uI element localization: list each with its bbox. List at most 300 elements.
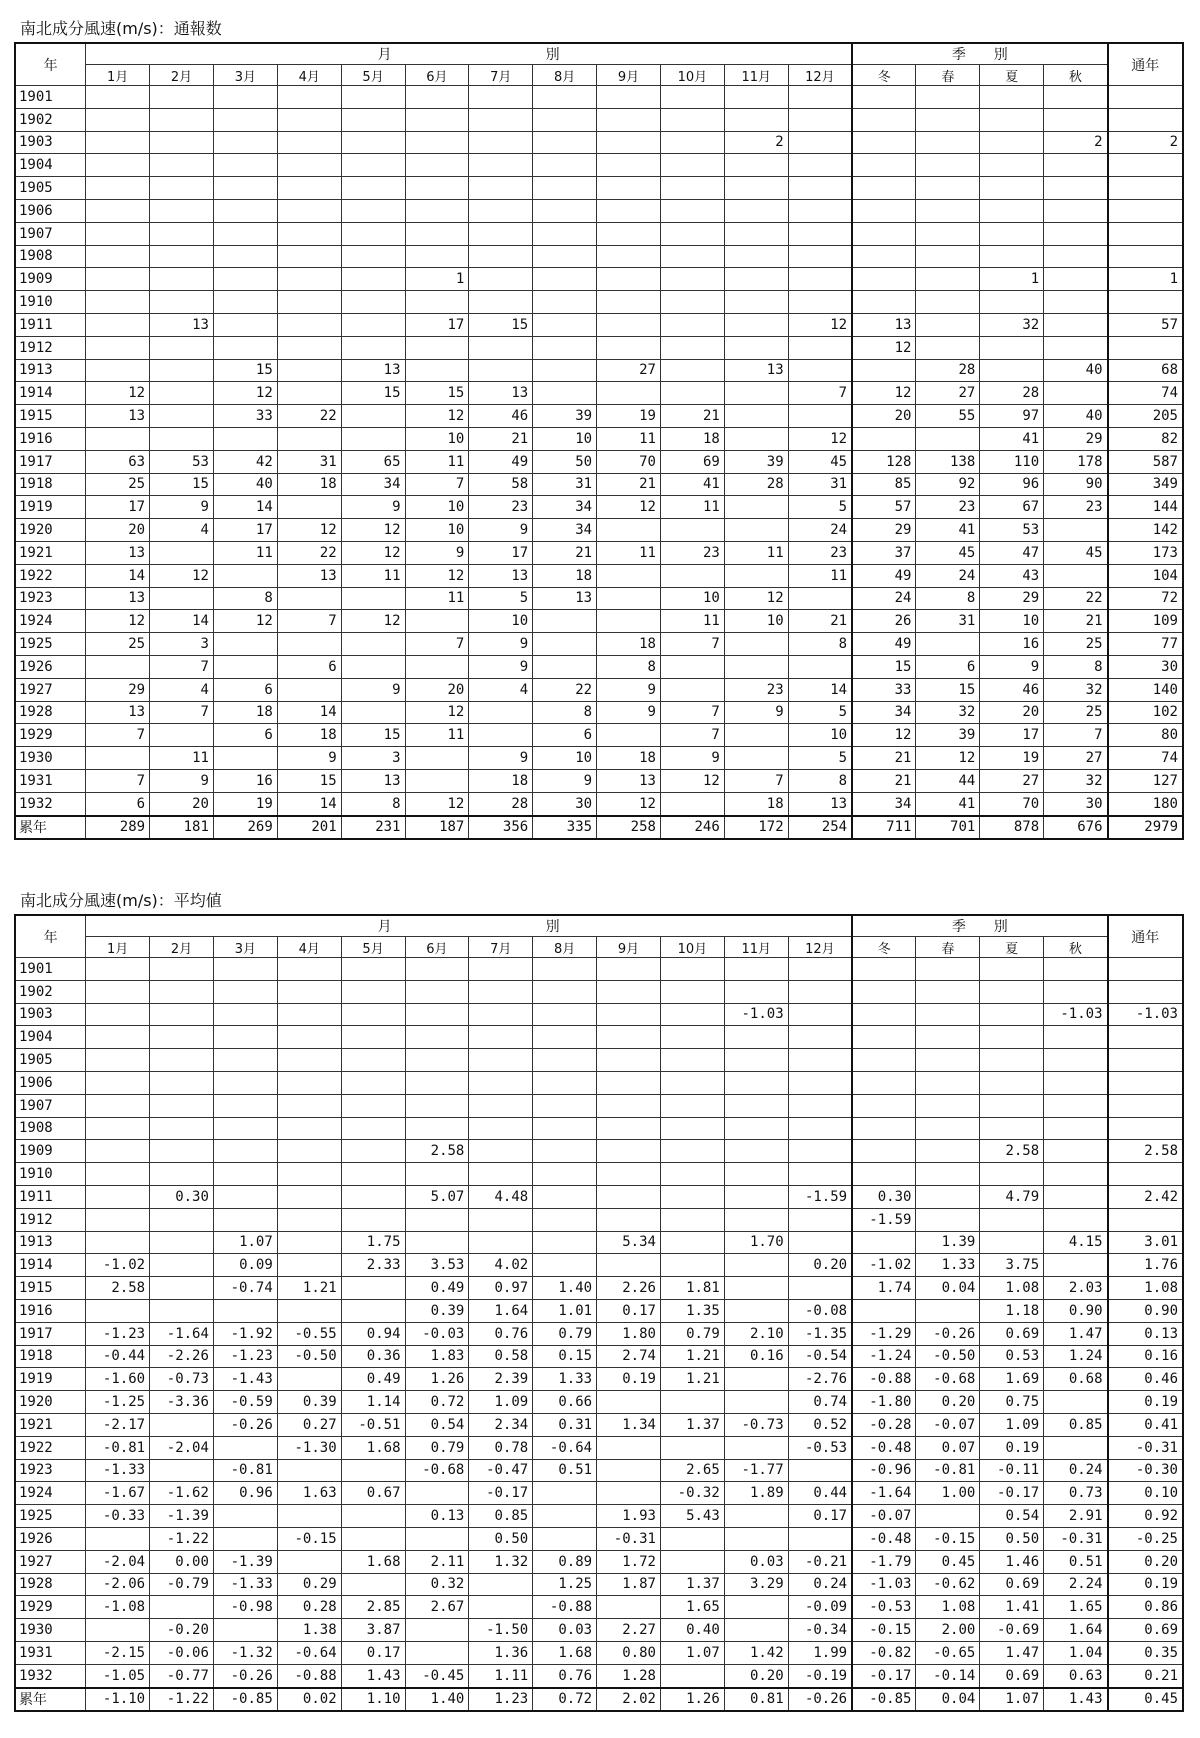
month-cell xyxy=(405,108,469,131)
month-cell xyxy=(724,564,788,587)
season-cell: 90 xyxy=(1044,473,1108,496)
month-cell xyxy=(533,154,597,177)
season-cell: 41 xyxy=(916,519,980,542)
month-cell: 10 xyxy=(469,610,533,633)
annual-cell xyxy=(1108,154,1183,177)
table-row xyxy=(15,405,1183,428)
month-cell xyxy=(405,610,469,633)
season-cell: 29 xyxy=(852,519,916,542)
month-cell: 9 xyxy=(341,678,405,701)
month-cell xyxy=(469,1094,533,1117)
month-cell xyxy=(597,958,661,981)
month-cell xyxy=(533,1049,597,1072)
annual-cell: 205 xyxy=(1108,405,1183,428)
month-cell: 5 xyxy=(788,496,852,519)
month-cell: 10 xyxy=(405,427,469,450)
month-cell xyxy=(469,245,533,268)
month-cell: 1.68 xyxy=(341,1436,405,1459)
month-header: 9月 xyxy=(597,65,661,86)
season-cell: 23 xyxy=(916,496,980,519)
month-cell: -0.64 xyxy=(277,1641,341,1664)
month-cell xyxy=(86,245,150,268)
month-cell xyxy=(213,958,277,981)
month-cell xyxy=(660,1163,724,1186)
row-year: 1930 xyxy=(15,747,86,770)
month-header: 10月 xyxy=(660,65,724,86)
month-cell xyxy=(533,245,597,268)
season-cell xyxy=(1044,1117,1108,1140)
month-cell xyxy=(150,1208,214,1231)
month-header: 7月 xyxy=(469,65,533,86)
season-cell xyxy=(852,154,916,177)
row-year: 1901 xyxy=(15,958,86,981)
season-cell: 29 xyxy=(980,587,1044,610)
season-cell xyxy=(1044,1391,1108,1414)
row-year: 1924 xyxy=(15,1482,86,1505)
month-cell: 9 xyxy=(660,747,724,770)
season-cell: -0.85 xyxy=(852,1688,916,1712)
row-year: 1922 xyxy=(15,564,86,587)
month-cell: -1.67 xyxy=(86,1482,150,1505)
month-cell: 0.40 xyxy=(660,1619,724,1642)
month-cell: 3 xyxy=(150,633,214,656)
month-cell: 7 xyxy=(405,473,469,496)
season-cell: -0.48 xyxy=(852,1436,916,1459)
season-cell xyxy=(980,154,1044,177)
month-cell xyxy=(341,245,405,268)
month-cell xyxy=(724,1277,788,1300)
month-cell: 1.35 xyxy=(660,1299,724,1322)
season-cell: -0.82 xyxy=(852,1641,916,1664)
month-cell: 12 xyxy=(341,610,405,633)
month-cell: 1 xyxy=(405,268,469,291)
month-cell: -1.05 xyxy=(86,1664,150,1687)
row-year: 累年 xyxy=(15,816,86,840)
month-cell xyxy=(86,1527,150,1550)
month-cell xyxy=(86,222,150,245)
month-cell xyxy=(597,1140,661,1163)
month-cell xyxy=(788,108,852,131)
month-cell: 13 xyxy=(86,701,150,724)
month-cell xyxy=(597,222,661,245)
month-cell: 1.26 xyxy=(405,1368,469,1391)
month-cell xyxy=(788,245,852,268)
row-year: 1903 xyxy=(15,131,86,154)
month-cell: 1.65 xyxy=(660,1596,724,1619)
row-year: 1902 xyxy=(15,980,86,1003)
month-cell xyxy=(533,958,597,981)
season-cell xyxy=(1044,108,1108,131)
month-cell xyxy=(86,1185,150,1208)
season-cell: 1.47 xyxy=(980,1641,1044,1664)
season-cell xyxy=(980,1094,1044,1117)
table-row xyxy=(15,541,1183,564)
month-cell: 1.68 xyxy=(341,1550,405,1573)
month-cell: 0.27 xyxy=(277,1413,341,1436)
month-cell: 0.49 xyxy=(341,1368,405,1391)
table-row xyxy=(15,655,1183,678)
season-header: 春 xyxy=(916,65,980,86)
month-cell: 2.27 xyxy=(597,1619,661,1642)
row-year: 1916 xyxy=(15,1299,86,1322)
month-cell xyxy=(469,1026,533,1049)
month-cell: 6 xyxy=(533,724,597,747)
season-cell: 33 xyxy=(852,678,916,701)
month-cell xyxy=(533,1003,597,1026)
month-cell: -0.53 xyxy=(788,1436,852,1459)
month-cell: 18 xyxy=(660,427,724,450)
month-cell xyxy=(213,1026,277,1049)
month-cell xyxy=(150,199,214,222)
month-cell: 5 xyxy=(469,587,533,610)
month-cell xyxy=(341,633,405,656)
month-header: 2月 xyxy=(150,65,214,86)
month-cell: 13 xyxy=(469,564,533,587)
month-cell xyxy=(150,1254,214,1277)
month-cell: 27 xyxy=(597,359,661,382)
season-cell: -0.17 xyxy=(852,1664,916,1687)
month-cell: 1.63 xyxy=(277,1482,341,1505)
season-cell xyxy=(916,108,980,131)
month-cell: -2.04 xyxy=(86,1550,150,1573)
row-year: 1926 xyxy=(15,655,86,678)
season-cell: 0.20 xyxy=(916,1391,980,1414)
month-cell xyxy=(724,1299,788,1322)
month-cell xyxy=(788,131,852,154)
season-cell xyxy=(852,1163,916,1186)
month-cell xyxy=(341,1277,405,1300)
month-cell: -0.73 xyxy=(724,1413,788,1436)
annual-cell: 0.69 xyxy=(1108,1619,1183,1642)
month-cell: 39 xyxy=(533,405,597,428)
month-cell xyxy=(788,291,852,314)
month-cell: 0.19 xyxy=(597,1368,661,1391)
month-cell: 23 xyxy=(469,496,533,519)
month-cell: 6 xyxy=(213,678,277,701)
season-cell: 43 xyxy=(980,564,1044,587)
month-cell xyxy=(788,1527,852,1550)
month-cell xyxy=(405,1071,469,1094)
month-cell xyxy=(597,1071,661,1094)
month-cell: 8 xyxy=(341,792,405,815)
month-header: 10月 xyxy=(660,937,724,958)
month-cell: 12 xyxy=(724,587,788,610)
month-cell xyxy=(469,724,533,747)
table-row xyxy=(15,1391,1183,1414)
table-row xyxy=(15,1277,1183,1300)
season-cell xyxy=(916,154,980,177)
month-header: 8月 xyxy=(533,65,597,86)
month-cell xyxy=(150,587,214,610)
month-cell xyxy=(724,1049,788,1072)
season-cell: 9 xyxy=(980,655,1044,678)
month-cell: 0.51 xyxy=(533,1459,597,1482)
month-cell xyxy=(724,108,788,131)
month-cell: 65 xyxy=(341,450,405,473)
month-cell: 7 xyxy=(150,655,214,678)
month-cell xyxy=(533,1071,597,1094)
month-cell xyxy=(660,382,724,405)
month-cell xyxy=(213,1505,277,1528)
month-cell: 0.17 xyxy=(597,1299,661,1322)
month-cell xyxy=(597,245,661,268)
row-year: 1913 xyxy=(15,1231,86,1254)
month-cell: 15 xyxy=(150,473,214,496)
month-cell: 0.49 xyxy=(405,1277,469,1300)
month-cell xyxy=(150,1596,214,1619)
month-cell: -1.23 xyxy=(213,1345,277,1368)
month-cell xyxy=(597,1117,661,1140)
annual-cell: 0.86 xyxy=(1108,1596,1183,1619)
month-cell xyxy=(660,678,724,701)
month-cell xyxy=(277,1094,341,1117)
table-row xyxy=(15,1254,1183,1277)
month-cell: -0.45 xyxy=(405,1664,469,1687)
month-cell xyxy=(469,701,533,724)
annual-cell: 180 xyxy=(1108,792,1183,815)
season-cell: 1.65 xyxy=(1044,1596,1108,1619)
month-cell xyxy=(150,958,214,981)
month-cell: 23 xyxy=(724,678,788,701)
season-cell: -0.81 xyxy=(916,1459,980,1482)
season-cell xyxy=(1044,1094,1108,1117)
table-row xyxy=(15,450,1183,473)
month-cell: 17 xyxy=(469,541,533,564)
month-cell xyxy=(277,587,341,610)
table-row xyxy=(15,336,1183,359)
month-cell: 2.34 xyxy=(469,1413,533,1436)
season-cell xyxy=(916,1185,980,1208)
table-row xyxy=(15,1459,1183,1482)
row-year: 1930 xyxy=(15,1619,86,1642)
month-cell xyxy=(341,701,405,724)
row-year: 1925 xyxy=(15,1505,86,1528)
season-cell: 0.54 xyxy=(980,1505,1044,1528)
annual-cell: 0.21 xyxy=(1108,1664,1183,1687)
season-cell: 21 xyxy=(852,747,916,770)
month-cell: -1.10 xyxy=(86,1688,150,1712)
table-row xyxy=(15,1026,1183,1049)
month-cell xyxy=(405,1163,469,1186)
month-cell xyxy=(469,1003,533,1026)
season-cell xyxy=(852,1071,916,1094)
month-cell xyxy=(405,980,469,1003)
season-cell: -1.02 xyxy=(852,1254,916,1277)
month-cell xyxy=(660,359,724,382)
season-cell: 30 xyxy=(1044,792,1108,815)
month-cell: 13 xyxy=(724,359,788,382)
month-cell: -0.51 xyxy=(341,1413,405,1436)
season-cell: -0.28 xyxy=(852,1413,916,1436)
season-cell xyxy=(916,245,980,268)
season-cell: 8 xyxy=(916,587,980,610)
annual-cell: 0.41 xyxy=(1108,1413,1183,1436)
month-cell xyxy=(341,1208,405,1231)
season-cell xyxy=(1044,958,1108,981)
month-cell: 0.67 xyxy=(341,1482,405,1505)
month-cell xyxy=(86,1071,150,1094)
season-cell xyxy=(1044,519,1108,542)
season-cell xyxy=(916,291,980,314)
month-header: 1月 xyxy=(86,937,150,958)
table-row xyxy=(15,610,1183,633)
month-cell xyxy=(724,86,788,109)
month-cell xyxy=(213,131,277,154)
table-row xyxy=(15,1071,1183,1094)
month-cell: 40 xyxy=(213,473,277,496)
month-cell: -0.31 xyxy=(597,1527,661,1550)
annual-cell: 0.90 xyxy=(1108,1299,1183,1322)
month-cell xyxy=(277,633,341,656)
table-row xyxy=(15,1185,1183,1208)
month-header: 5月 xyxy=(341,65,405,86)
season-cell: 0.04 xyxy=(916,1277,980,1300)
season-cell xyxy=(852,222,916,245)
month-cell xyxy=(405,1049,469,1072)
month-cell xyxy=(213,1140,277,1163)
season-cell xyxy=(852,245,916,268)
month-cell: 31 xyxy=(277,450,341,473)
month-cell xyxy=(213,1094,277,1117)
month-cell: 19 xyxy=(597,405,661,428)
month-cell: 10 xyxy=(533,427,597,450)
season-cell: -1.59 xyxy=(852,1208,916,1231)
month-header: 12月 xyxy=(788,65,852,86)
month-cell xyxy=(341,1527,405,1550)
month-cell xyxy=(405,747,469,770)
month-cell xyxy=(660,177,724,200)
month-cell: -0.54 xyxy=(788,1345,852,1368)
row-year: 1907 xyxy=(15,1094,86,1117)
annual-cell xyxy=(1108,177,1183,200)
month-cell xyxy=(660,1026,724,1049)
month-cell xyxy=(533,336,597,359)
table-row xyxy=(15,268,1183,291)
month-cell xyxy=(341,980,405,1003)
month-cell: 13 xyxy=(533,587,597,610)
month-cell: 0.39 xyxy=(277,1391,341,1414)
season-cell xyxy=(1044,199,1108,222)
month-cell xyxy=(277,1140,341,1163)
month-cell: 2.65 xyxy=(660,1459,724,1482)
season-cell: 44 xyxy=(916,769,980,792)
annual-cell: 2979 xyxy=(1108,816,1183,840)
season-cell xyxy=(1044,564,1108,587)
month-cell xyxy=(788,1208,852,1231)
month-cell: 3.87 xyxy=(341,1619,405,1642)
month-cell xyxy=(277,222,341,245)
annual-cell xyxy=(1108,336,1183,359)
month-cell: 356 xyxy=(469,816,533,840)
month-cell xyxy=(533,131,597,154)
table-row xyxy=(15,1231,1183,1254)
month-cell: 1.75 xyxy=(341,1231,405,1254)
month-cell xyxy=(469,1231,533,1254)
month-cell: -0.17 xyxy=(469,1482,533,1505)
month-cell xyxy=(341,131,405,154)
month-cell xyxy=(86,336,150,359)
table-title: 南北成分風速(m/s)：平均値 xyxy=(20,891,222,910)
season-cell: 40 xyxy=(1044,359,1108,382)
month-cell xyxy=(724,313,788,336)
month-cell: -1.39 xyxy=(150,1505,214,1528)
month-cell xyxy=(341,405,405,428)
month-cell: 1.40 xyxy=(533,1277,597,1300)
month-cell: 4 xyxy=(469,678,533,701)
month-cell: 0.80 xyxy=(597,1641,661,1664)
month-cell xyxy=(277,1185,341,1208)
month-cell: 9 xyxy=(341,496,405,519)
table-row xyxy=(15,587,1183,610)
month-cell xyxy=(724,1254,788,1277)
month-cell: -0.06 xyxy=(150,1641,214,1664)
month-cell xyxy=(788,405,852,428)
month-cell xyxy=(150,177,214,200)
row-year: 1929 xyxy=(15,1596,86,1619)
month-cell xyxy=(724,724,788,747)
month-cell xyxy=(660,1094,724,1117)
month-cell xyxy=(213,1619,277,1642)
annual-cell: -0.31 xyxy=(1108,1436,1183,1459)
month-cell xyxy=(660,1436,724,1459)
season-cell: 19 xyxy=(980,747,1044,770)
month-cell: 0.32 xyxy=(405,1573,469,1596)
month-cell xyxy=(150,1163,214,1186)
month-cell: 23 xyxy=(788,541,852,564)
month-cell xyxy=(533,610,597,633)
month-cell: 10 xyxy=(405,496,469,519)
month-cell xyxy=(86,427,150,450)
month-cell xyxy=(660,792,724,815)
season-cell: 0.07 xyxy=(916,1436,980,1459)
month-cell: 29 xyxy=(86,678,150,701)
month-cell: -2.04 xyxy=(150,1436,214,1459)
month-cell xyxy=(788,336,852,359)
season-cell xyxy=(980,291,1044,314)
month-cell: -0.26 xyxy=(213,1413,277,1436)
month-cell xyxy=(660,564,724,587)
month-cell xyxy=(597,980,661,1003)
month-cell xyxy=(724,382,788,405)
month-cell: 0.00 xyxy=(150,1550,214,1573)
month-cell xyxy=(533,86,597,109)
month-cell: 1.01 xyxy=(533,1299,597,1322)
season-cell xyxy=(916,1117,980,1140)
row-year: 1912 xyxy=(15,1208,86,1231)
season-cell xyxy=(980,359,1044,382)
month-cell xyxy=(405,1527,469,1550)
month-cell: 20 xyxy=(86,519,150,542)
month-cell xyxy=(150,336,214,359)
season-cell: 23 xyxy=(1044,496,1108,519)
month-cell xyxy=(86,131,150,154)
month-header: 1月 xyxy=(86,65,150,86)
season-cell: 2.00 xyxy=(916,1619,980,1642)
season-cell xyxy=(1044,1049,1108,1072)
month-cell xyxy=(86,154,150,177)
row-year: 1905 xyxy=(15,177,86,200)
annual-cell: 140 xyxy=(1108,678,1183,701)
month-cell xyxy=(213,177,277,200)
season-cell: 2.58 xyxy=(980,1140,1044,1163)
month-cell xyxy=(469,336,533,359)
month-cell xyxy=(660,958,724,981)
annual-cell: 74 xyxy=(1108,747,1183,770)
season-cell xyxy=(852,1231,916,1254)
month-cell: 12 xyxy=(405,792,469,815)
season-cell xyxy=(1044,154,1108,177)
month-cell xyxy=(277,1026,341,1049)
